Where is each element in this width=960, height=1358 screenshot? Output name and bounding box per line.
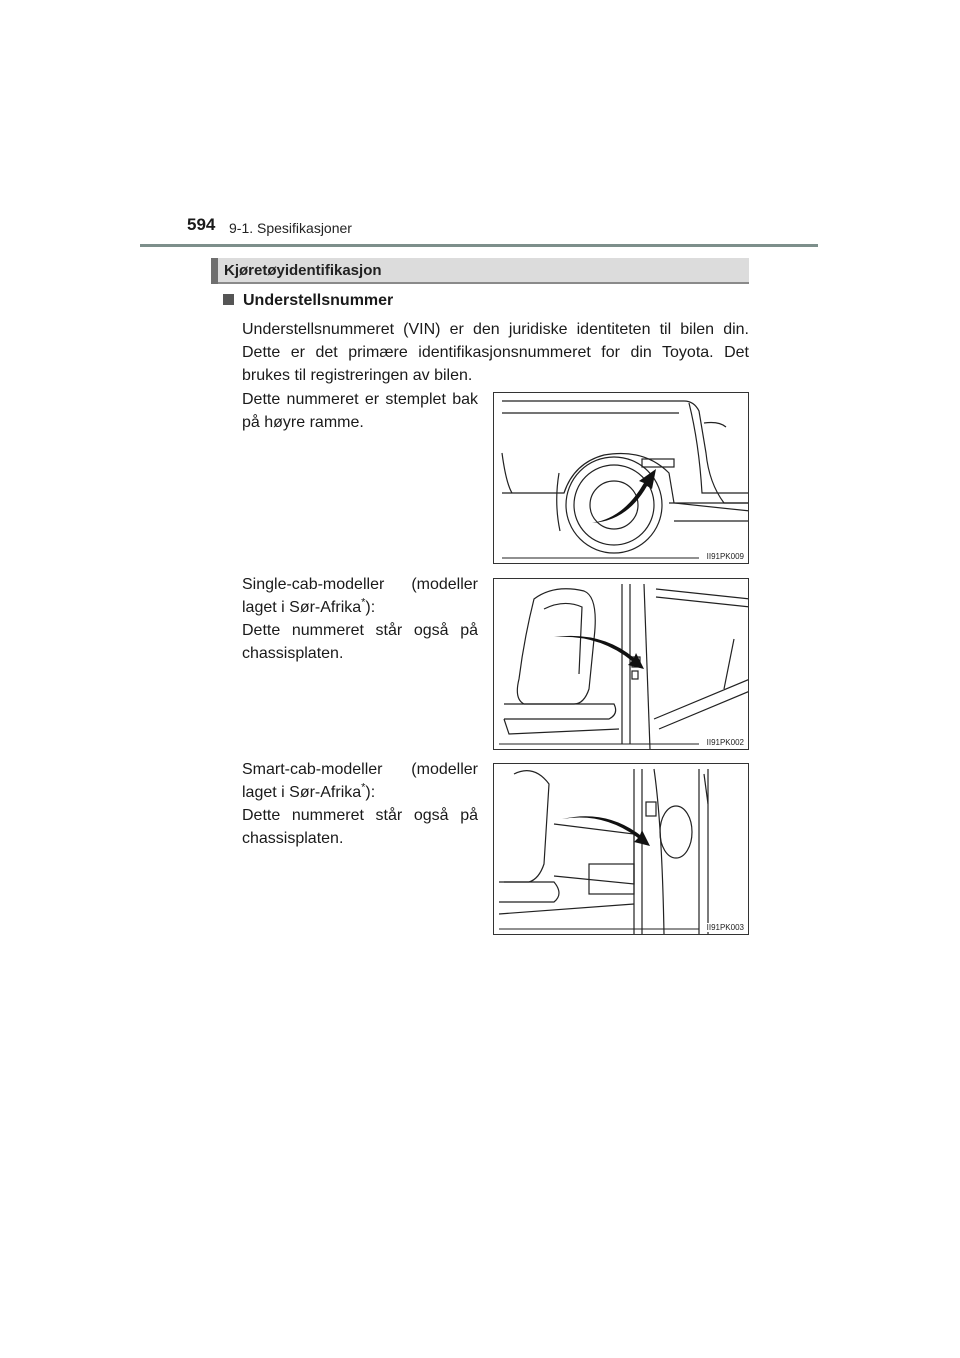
section-heading-title: Kjøretøyidentifikasjon [224, 262, 382, 279]
footnote-mark: * [361, 781, 366, 794]
figure-code: II91PK002 [706, 738, 744, 747]
intro-paragraph: Understellsnummeret (VIN) er den juridiske identiteten til bilen din. Dette er det primære identifikasjonsnummeret for din Toyota. Det brukes til registreringen av bilen. [242, 321, 749, 384]
single-cab-seat-illustration [494, 579, 749, 750]
item-1-text: Dette nummeret er stemplet bak på høyre ramme. [242, 391, 478, 431]
subsection-heading-title: Understellsnummer [243, 292, 394, 309]
square-bullet-icon [223, 294, 234, 305]
item-2-text [242, 573, 478, 665]
item-3-description: Dette nummeret står også på chassisplaten. [242, 807, 478, 847]
figure-code: II91PK009 [706, 552, 744, 561]
item-3-condition: Smart-cab-modeller (modeller laget i Sør-Afrika*): [242, 761, 478, 801]
figure-smart-cab [493, 763, 749, 935]
item-2-condition: Single-cab-modeller (modeller laget i Sør-Afrika*): [242, 576, 478, 616]
footnote-mark: * [361, 596, 366, 609]
subsection-heading [223, 292, 393, 310]
header-rule [140, 244, 818, 247]
item-3-text [242, 758, 478, 850]
section-heading-bar [211, 258, 218, 284]
smart-cab-seat-illustration [494, 764, 749, 935]
chapter-title: 9-1. Spesifikasjoner [229, 220, 352, 236]
figure-single-cab [493, 578, 749, 750]
figure-code: II91PK003 [706, 923, 744, 932]
figure-rear-frame [493, 392, 749, 564]
section-heading [211, 258, 749, 284]
item-2-description: Dette nummeret står også på chassisplaten. [242, 622, 478, 662]
rear-wheel-illustration [494, 393, 749, 564]
page-number: 594 [187, 215, 216, 234]
